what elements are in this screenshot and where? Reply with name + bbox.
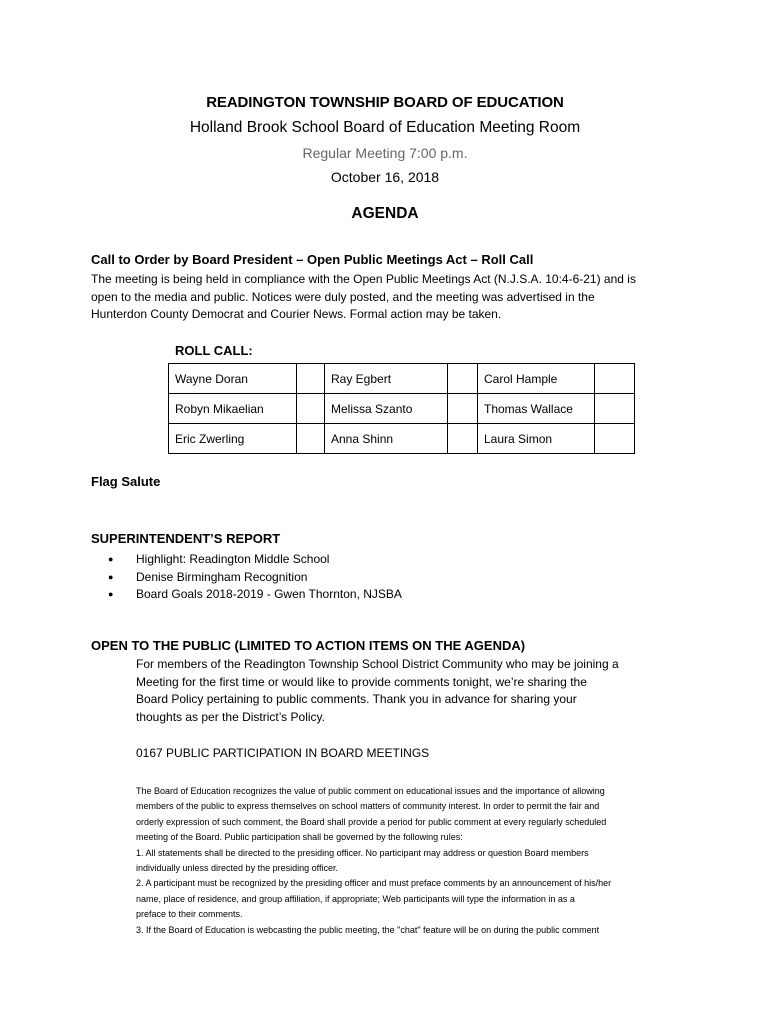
member-name: Laura Simon [478,424,595,454]
attendance-checkbox [595,424,635,454]
member-name: Ray Egbert [325,364,448,394]
policy-line: orderly expression of such comment, the Board shall provide a period for public comment at every regularly scheduled [136,816,607,827]
open-public-heading: OPEN TO THE PUBLIC (LIMITED TO ACTION ITEMS ON THE AGENDA) [91,638,526,653]
roll-call-label: ROLL CALL: [175,343,253,358]
policy-line: members of the public to express themselves on school matters of community interest. In order to permit the fair and [136,801,600,812]
open-public-line: Meeting for the first time or would like to provide comments tonight, we’re sharing the [136,674,587,689]
attendance-checkbox [448,364,478,394]
member-name: Carol Hample [478,364,595,394]
list-item-text: Board Goals 2018-2019 - Gwen Thornton, NJSBA [136,587,402,601]
attendance-checkbox [297,394,325,424]
call-to-order-text [91,271,691,324]
meeting-room: Holland Brook School Board of Education Meeting Room [189,119,581,136]
member-name: Eric Zwerling [169,424,297,454]
list-item-text: Highlight: Readington Middle School [136,552,330,566]
bullet-icon: ● [108,589,114,599]
superintendent-list [108,551,402,604]
member-name: Robyn Mikaelian [169,394,297,424]
attendance-checkbox [448,394,478,424]
policy-line: 3. If the Board of Education is webcasting the public meeting, the "chat" feature will be on during the public comment [136,924,600,935]
open-public-text [136,656,619,726]
attendance-checkbox [595,394,635,424]
meeting-date: October 16, 2018 [330,169,440,185]
member-name: Thomas Wallace [478,394,595,424]
policy-line: 1. All statements shall be directed to the presiding officer. No participant may address or question Board members [136,847,589,858]
policy-line: 2. A participant must be recognized by the presiding officer and must preface comments by an announcement of his/her [136,878,612,889]
policy-line: meeting of the Board. Public participation shall be governed by the following rules: [136,832,463,843]
member-name: Anna Shinn [325,424,448,454]
call-to-order-line: open to the media and public. Notices were duly posted, and the meeting was advertised in the [91,289,595,304]
attendance-checkbox [297,364,325,394]
member-name: Melissa Szanto [325,394,448,424]
open-public-line: thoughts as per the District’s Policy. [136,709,325,724]
table-row [169,394,635,424]
board-title: READINGTON TOWNSHIP BOARD OF EDUCATION [206,94,564,111]
flag-salute-heading: Flag Salute [91,474,161,489]
policy-line: name, place of residence, and group affiliation, if appropriate; Web participants will type the information in as a [136,893,575,904]
bullet-icon: ● [108,571,114,582]
open-public-line: Board Policy pertaining to public comments. Thank you in advance for sharing your [136,692,577,707]
member-name: Wayne Doran [169,364,297,394]
list-item-text: Denise Birmingham Recognition [136,569,308,584]
policy-line: preface to their comments. [136,909,243,920]
list-item [108,551,402,569]
meeting-type: Regular Meeting 7:00 p.m. [302,145,468,161]
list-item [108,569,402,587]
agenda-title: AGENDA [351,205,419,222]
attendance-checkbox [448,424,478,454]
call-to-order-line: The meeting is being held in compliance with the Open Public Meetings Act (N.J.S.A. 10:4-6-21) and is [91,272,636,286]
roll-call-table [168,363,635,454]
open-public-line: For members of the Readington Township School District Community who may be joining a [136,657,619,671]
policy-line: individually unless directed by the presiding officer. [136,863,338,874]
superintendent-heading: SUPERINTENDENT’S REPORT [91,531,281,546]
call-to-order-heading: Call to Order by Board President – Open Public Meetings Act – Roll Call [91,252,534,267]
policy-line: The Board of Education recognizes the value of public comment on educational issues and the importance of allowing [136,786,605,796]
call-to-order-line: Hunterdon County Democrat and Courier News. Formal action may be taken. [91,307,502,321]
table-row [169,364,635,394]
policy-text [136,784,611,938]
policy-title: 0167 PUBLIC PARTICIPATION IN BOARD MEETINGS [136,746,430,760]
attendance-checkbox [297,424,325,454]
table-row [169,424,635,454]
attendance-checkbox [595,364,635,394]
bullet-icon: ● [108,554,114,564]
list-item [108,586,402,604]
